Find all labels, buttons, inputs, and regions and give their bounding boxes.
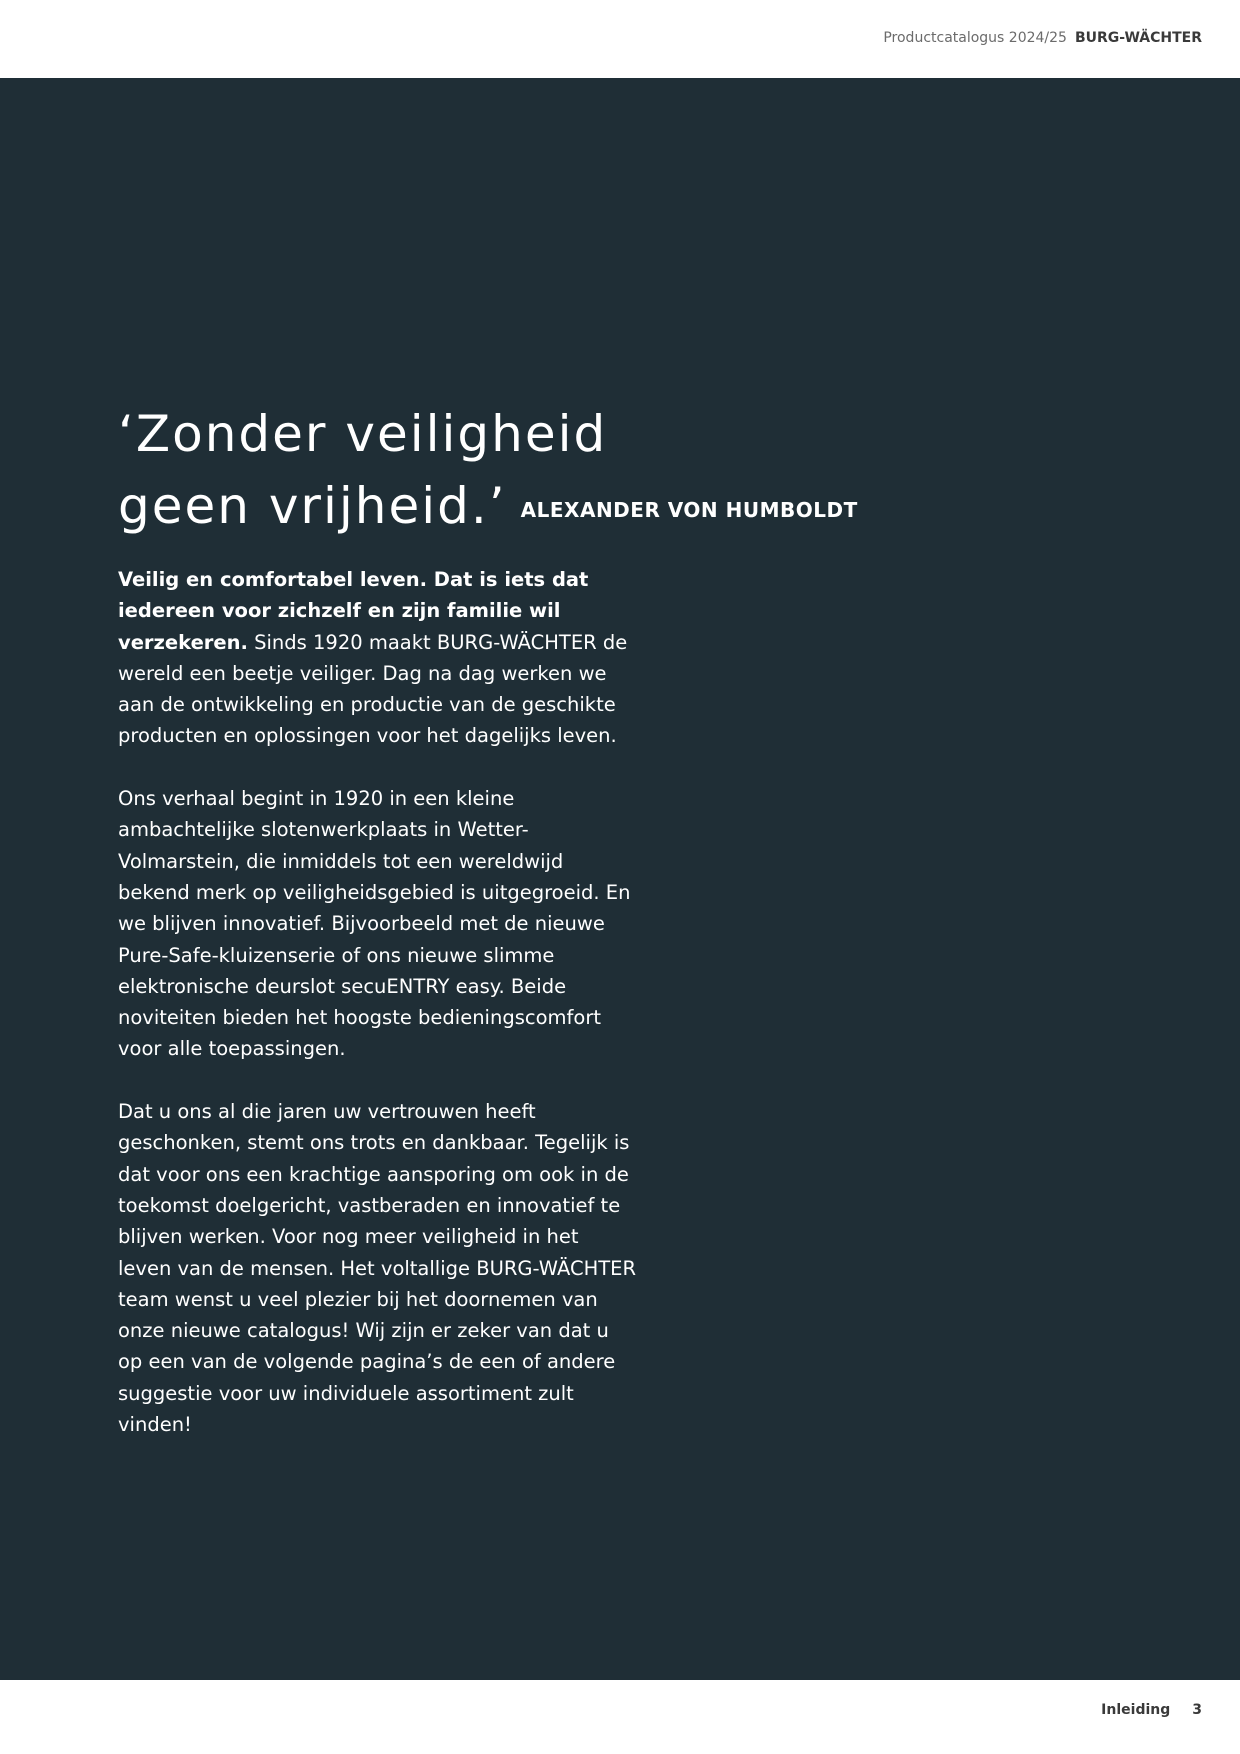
catalog-title: Productcatalogus 2024/25 — [883, 30, 1067, 46]
page-number: 3 — [1192, 1702, 1202, 1718]
quote-line-2-wrap — [118, 470, 1118, 546]
quote-author: ALEXANDER VON HUMBOLDT — [520, 498, 858, 522]
footer-section: Inleiding — [1101, 1702, 1171, 1718]
paragraph-1-lead: Veilig en comfortabel leven. Dat is iets dat iedereen voor zichzelf en zijn familie wil verzekeren. — [118, 568, 589, 654]
paragraph-3: Dat u ons al die jaren uw vertrouwen heeft geschonken, stemt ons trots en dankbaar. Tegelijk is dat voor ons een krachtige aansporing om ook in de toekomst doelgericht, vastberaden en innovatief te blijven werken. Voor nog meer veiligheid in het leven van de mensen. Het voltallige BURG-WÄCHTER team wenst u veel plezier bij het doornemen van onze nieuwe catalogus! Wij zijn er zeker van dat u op een van de volgende pagina’s de een of andere suggestie voor uw individuele assortiment zult vinden! — [118, 1100, 637, 1437]
page-header — [0, 0, 1240, 78]
paragraph-1-rest: Sinds 1920 maakt BURG-WÄCHTER de wereld een beetje veiliger. Dag na dag werken we aan de ontwikkeling en productie van de geschikte producten en oplossingen voor het dagelijks leven. — [118, 630, 628, 748]
quote-line-2: geen vrijheid.’ — [118, 477, 507, 535]
paragraph-1 — [118, 564, 638, 752]
quote-line-1: ‘Zonder veiligheid — [118, 405, 608, 463]
paragraph-2: Ons verhaal begint in 1920 in een kleine ambachtelijke slotenwerkplaats in Wetter-Volmarstein, die inmiddels tot een wereldwijd bekend merk op veiligheidsgebied is uitgegroeid. En we blijven innovatief. Bijvoorbeeld met de nieuwe Pure-Safe-kluizenserie of ons nieuwe slimme elektronische deurslot secuENTRY easy. Beide noviteiten bieden het hoogste bedieningscomfort voor alle toepassingen. — [118, 787, 631, 1061]
header-running-title — [883, 30, 1202, 46]
headline-quote — [118, 398, 1118, 546]
intro-body — [118, 564, 638, 1472]
brand-name: BURG-WÄCHTER — [1074, 30, 1202, 46]
page-footer — [1101, 1702, 1202, 1718]
